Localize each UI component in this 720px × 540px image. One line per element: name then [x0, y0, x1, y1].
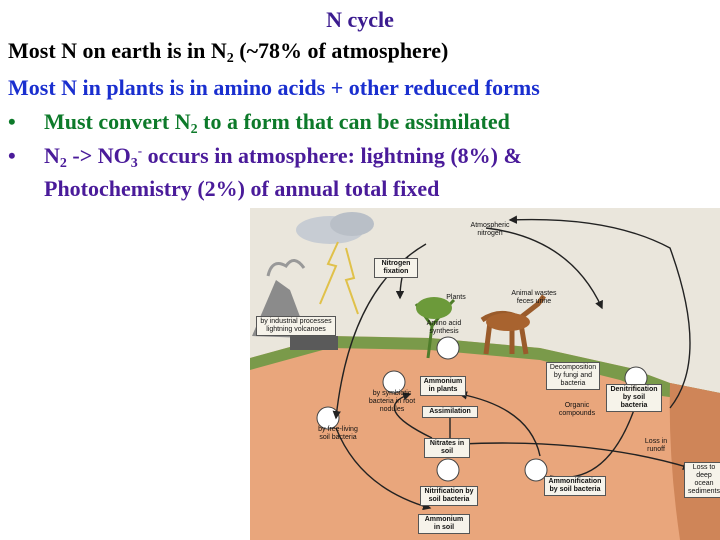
label-loss-deep: Loss to deep ocean sediments	[684, 462, 720, 498]
label-industrial: by industrial processes lightning volcanoes	[256, 316, 336, 336]
bullet-marker: •	[8, 109, 16, 134]
bullet-atm-post: occurs in atmosphere: lightning (8%) &	[142, 143, 522, 168]
label-denitrification: Denitrification by soil bacteria	[606, 384, 662, 412]
label-ammonification: Ammonification by soil bacteria	[544, 476, 606, 496]
label-amino-acid: Amino acid synthesis	[426, 320, 462, 335]
bullet-atmosphere-cont: Photochemistry (2%) of annual total fixed	[44, 176, 440, 201]
bullet-atm-mid: -> NO	[66, 143, 131, 168]
label-nitrogen-fixation: Nitrogen fixation	[374, 258, 418, 278]
label-ammonium-plants: Ammonium in plants	[420, 376, 466, 396]
bullet-convert-sub: 2	[190, 122, 198, 137]
bullet-atm-sub2: 3	[130, 156, 138, 171]
bullet-convert-pre: Must convert N	[44, 109, 191, 134]
label-organic: Organic compounds	[558, 402, 596, 417]
nitrogen-cycle-diagram	[250, 208, 720, 540]
label-symbiotic: by symbiotic bacteria in root nodules	[368, 390, 416, 413]
line-n-earth-pre: Most N on earth is in N	[8, 38, 227, 63]
slide-title: N cycle	[326, 7, 394, 32]
bullet-convert-post: to a form that can be assimilated	[197, 109, 510, 134]
label-atmospheric-nitrogen: Atmospheric nitrogen	[470, 222, 510, 237]
bullet-convert	[8, 109, 510, 138]
label-decomposition: Decomposition by fungi and bacteria	[546, 362, 600, 390]
nitrification-circle	[437, 459, 459, 481]
bullet-atmosphere	[8, 143, 522, 172]
bullet-atm-sup: -	[137, 143, 143, 158]
label-nitrates: Nitrates in soil	[424, 438, 470, 458]
bullet-marker: •	[8, 143, 16, 168]
line-n-earth	[8, 38, 448, 67]
label-free-living: by free-living soil bacteria	[318, 426, 358, 441]
label-plants: Plants	[446, 294, 466, 301]
label-ammonium-soil: Ammonium in soil	[418, 514, 470, 534]
factory-icon	[290, 336, 338, 350]
label-loss-runoff: Loss in runoff	[644, 438, 668, 453]
bullet-atm-sub: 2	[59, 156, 67, 171]
line-n-earth-post: (~78% of atmosphere)	[233, 38, 449, 63]
amino-acid-circle	[437, 337, 459, 359]
label-animal-wastes: Animal wastes feces urine	[511, 290, 557, 305]
label-nitrification: Nitrification by soil bacteria	[420, 486, 478, 506]
line-n-earth-sub: 2	[226, 51, 234, 66]
diagram-illustration	[250, 208, 720, 540]
label-assimilation: Assimilation	[422, 406, 478, 418]
line-n-plants: Most N in plants is in amino acids + other reduced forms	[8, 75, 540, 100]
bullet-atm-pre: N	[44, 143, 60, 168]
